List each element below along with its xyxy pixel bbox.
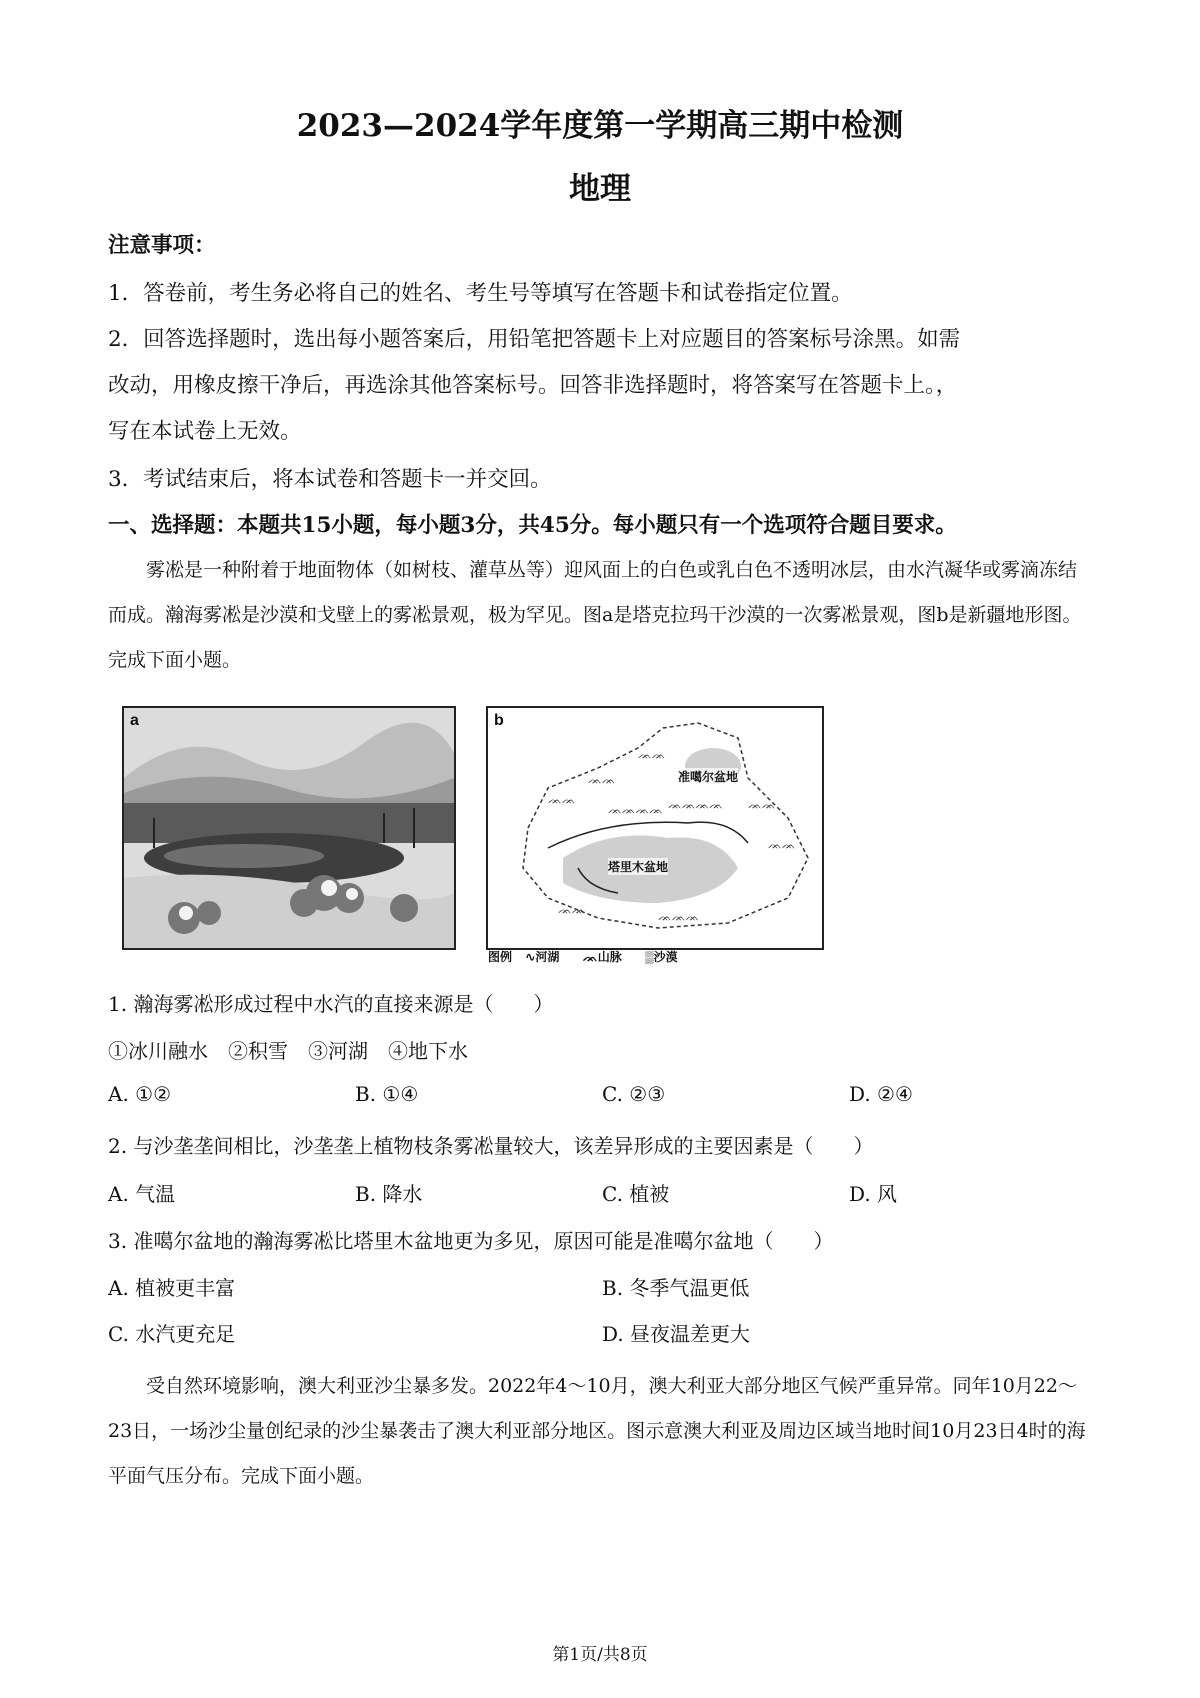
notice-item-1: 1．答卷前，考生务必将自己的姓名、考生号等填写在答题卡和试卷指定位置。 [108,281,853,306]
legend-title: 图例 [488,950,513,964]
q1-stem: 1. 瀚海雾凇形成过程中水汽的直接来源是（ ） [108,992,554,1016]
svg-text:ᨏᨏ: ᨏᨏ [548,794,576,806]
legend-mountain: ᨏ山脉 [582,950,622,964]
q1-option-b: B. ①④ [355,1082,419,1106]
svg-text:ᨏᨏ: ᨏᨏ [588,774,616,786]
xinjiang-terrain-map [488,708,822,948]
exam-title: 2023—2024学年度第一学期高三期中检测 [296,108,904,144]
subject-title: 地理 [569,171,631,207]
q2-option-a: A. 气温 [108,1182,176,1206]
notice-item-2-line-2: 改动，用橡皮擦干净后，再选涂其他答案标号。回答非选择题时，将答案写在答题卡上。， [108,373,958,398]
q1-option-c: C. ②③ [602,1082,666,1106]
svg-text:ᨏᨏ: ᨏᨏ [558,904,586,916]
q1-items: ①冰川融水 ②积雪 ③河湖 ④地下水 [108,1039,468,1063]
figure-b-label: b [494,712,504,729]
svg-text:ᨏᨏ: ᨏᨏ [768,839,796,851]
page-number: 第1页/共8页 [552,1645,648,1665]
q3-option-c: C. 水汽更充足 [108,1322,236,1346]
figure-a-photo [122,706,456,950]
q2-option-b: B. 降水 [355,1182,423,1206]
q1-option-d: D. ②④ [849,1082,913,1106]
map-label-junggar: 准噶尔盆地 [678,770,739,784]
q1-option-a: A. ①② [108,1082,172,1106]
legend-desert: ▒沙漠 [645,950,678,964]
q3-option-b: B. 冬季气温更低 [602,1276,750,1300]
passage-1: 雾凇是一种附着于地面物体（如树枝、灌草丛等）迎风面上的白色或乳白色不透明冰层，由水汽凝华或雾滴冻结而成。瀚海雾凇是沙漠和戈壁上的雾凇景观，极为罕见。图a是塔克拉玛干沙漠的一次雾凇景观，图b是新疆地形图。完成下面小题。 [108,559,1082,671]
notice-heading: 注意事项： [108,233,216,258]
svg-text:ᨏᨏ: ᨏᨏ [638,749,666,761]
legend-mountain-label: 山脉 [597,950,622,964]
passage-2: 受自然环境影响，澳大利亚沙尘暴多发。2022年4～10月，澳大利亚大部分地区气候严重异常。同年10月22～23日，一场沙尘量创纪录的沙尘暴袭击了澳大利亚部分地区。图示意澳大利亚及周边区域当地时间10月23日4时的海平面气压分布。完成下面小题。 [108,1375,1086,1487]
q3-stem: 3. 准噶尔盆地的瀚海雾凇比塔里木盆地更为多见，原因可能是准噶尔盆地（ ） [108,1229,834,1253]
rime-landscape-illustration [124,708,454,948]
section-1-heading: 一、选择题：本题共15小题，每小题3分，共45分。每小题只有一个选项符合题目要求。 [108,513,957,538]
map-legend [488,948,698,965]
q3-option-d: D. 昼夜温差更大 [602,1322,751,1346]
svg-text:ᨏᨏᨏᨏ: ᨏᨏᨏᨏ [668,799,723,811]
q2-stem: 2. 与沙垄垄间相比，沙垄垄上植物枝条雾凇量较大，该差异形成的主要因素是（ ） [108,1134,874,1158]
notice-item-2-line-1: 2．回答选择题时，选出每小题答案后，用铅笔把答题卡上对应题目的答案标号涂黑。如需 [108,327,961,352]
q3-option-a: A. 植被更丰富 [108,1276,236,1300]
legend-river: ∿河湖 [525,950,560,964]
svg-text:ᨏᨏᨏ: ᨏᨏᨏ [658,911,700,923]
figure-b-map [486,706,824,950]
notice-item-2-line-3: 写在本试卷上无效。 [108,419,302,444]
figure-a-label: a [130,712,139,729]
notice-item-3: 3．考试结束后，将本试卷和答题卡一并交回。 [108,467,552,492]
q2-option-c: C. 植被 [602,1182,670,1206]
map-label-tarim: 塔里木盆地 [608,860,669,874]
legend-desert-label: 沙漠 [653,950,678,964]
q2-option-d: D. 风 [849,1182,898,1206]
svg-text:ᨏᨏᨏᨏ: ᨏᨏᨏᨏ [608,804,663,816]
legend-river-label: 河湖 [535,950,560,964]
svg-text:ᨏᨏ: ᨏᨏ [748,799,776,811]
